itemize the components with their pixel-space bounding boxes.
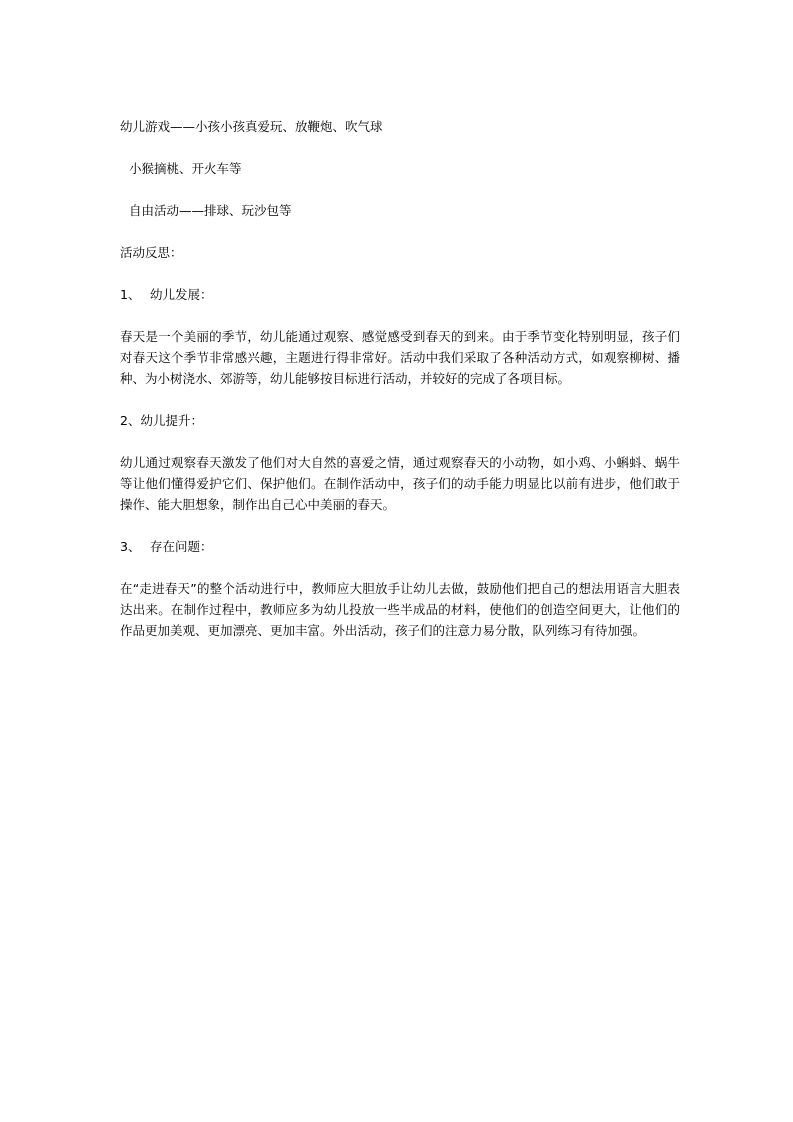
spacer: [120, 221, 680, 242]
document-body: [120, 116, 680, 641]
game-activity-line: 幼儿游戏——小孩小孩真爱玩、放鞭炮、吹气球: [120, 119, 383, 134]
section1-title: 幼儿发展：: [150, 287, 213, 302]
section2-heading: 2、幼儿提升：: [120, 413, 203, 428]
free-activity-line: 自由活动——排球、玩沙包等: [129, 203, 292, 218]
game-activity-continued-line: 小猴摘桃、开火车等: [129, 161, 242, 176]
section3-title: 存在问题：: [150, 539, 213, 554]
spacer: [120, 137, 680, 158]
spacer: [120, 431, 680, 452]
section1-number: 1、: [120, 287, 141, 302]
section1-body: 春天是一个美丽的季节，幼儿能通过观察、感觉感受到春天的到来。由于季节变化特别明显，孩子们对春天这个季节非常感兴趣，主题进行得非常好。活动中我们采取了各种活动方式，如观察柳树、播种、为小树浇水、郊游等，幼儿能够按目标进行活动，并较好的完成了各项目标。: [120, 329, 680, 386]
spacer: [120, 179, 680, 200]
section2-body: 幼儿通过观察春天激发了他们对大自然的喜爱之情，通过观察春天的小动物，如小鸡、小蝌蚪、蜗牛等让他们懂得爱护它们、保护他们。在制作活动中，孩子们的动手能力明显比以前有进步，他们敢于操作、能大胆想象，制作出自己心中美丽的春天。: [120, 455, 680, 512]
spacer: [120, 305, 680, 326]
spacer: [120, 263, 680, 284]
section3-body: 在“走进春天”的整个活动进行中，教师应大胆放手让幼儿去做，鼓励他们把自己的想法用语言大胆表达出来。在制作过程中，教师应多为幼儿投放一些半成品的材料，使他们的创造空间更大，让他们的作品更加美观、更加漂亮、更加丰富。外出活动，孩子们的注意力易分散，队列练习有待加强。: [120, 581, 680, 638]
reflection-heading: 活动反思：: [120, 245, 183, 260]
section1-heading: [120, 284, 680, 305]
spacer: [120, 515, 680, 536]
section3-heading: [120, 536, 680, 557]
spacer: [120, 557, 680, 578]
section3-number: 3、: [120, 539, 141, 554]
spacer: [120, 389, 680, 410]
